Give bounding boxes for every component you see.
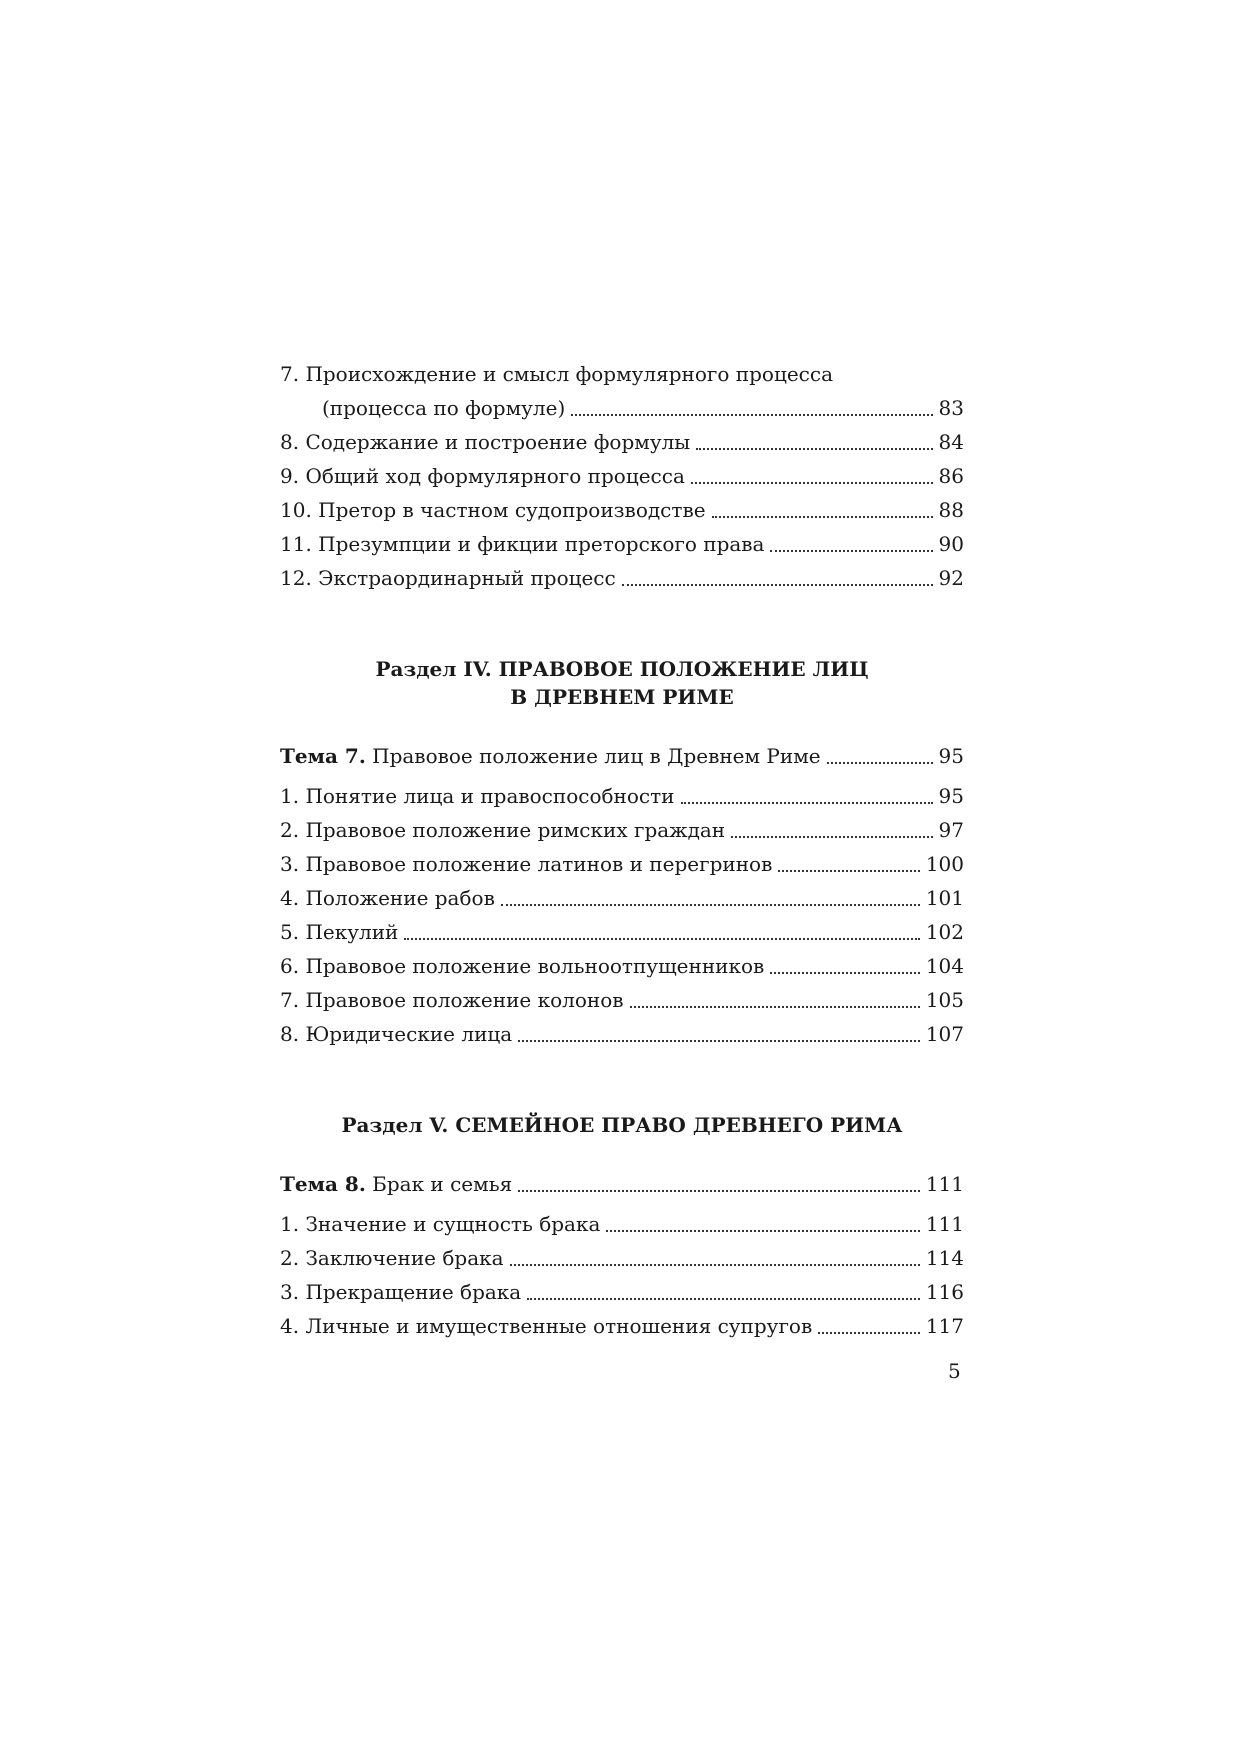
dot-leader — [818, 1332, 920, 1334]
dot-leader — [622, 584, 933, 586]
dot-leader — [518, 1190, 920, 1192]
toc-page-number: 104 — [925, 954, 964, 978]
section-5-heading: Раздел V. СЕМЕЙНОЕ ПРАВО ДРЕВНЕГО РИМА — [341, 1113, 903, 1137]
toc-page-number: 116 — [925, 1280, 964, 1304]
dot-leader — [731, 836, 932, 838]
toc-item-label: 7. Правовое положение колонов — [280, 988, 624, 1012]
dot-leader — [630, 1006, 920, 1008]
toc-item[interactable] — [280, 949, 964, 983]
dot-leader — [510, 1264, 920, 1266]
toc-item[interactable] — [280, 813, 964, 847]
toc-topic-7[interactable] — [280, 739, 964, 773]
topic-title: Правовое положение лиц в Древнем Риме — [365, 744, 821, 768]
toc-page-number: 90 — [938, 532, 964, 556]
spacer — [280, 711, 964, 739]
toc-item[interactable] — [280, 1309, 964, 1343]
toc-page-number: 86 — [938, 464, 964, 488]
toc-item-label: 6. Правовое положение вольноотпущенников — [280, 954, 765, 978]
dot-leader — [696, 448, 932, 450]
toc-item-label: 11. Презумпции и фикции преторского права — [280, 532, 765, 556]
section-4-heading — [280, 655, 964, 711]
topic-number: Тема 7. — [280, 744, 366, 768]
toc-page-number: 83 — [938, 396, 964, 420]
toc-page-number: 88 — [938, 498, 964, 522]
toc-item[interactable] — [280, 459, 964, 493]
dot-leader — [527, 1298, 920, 1300]
toc-item[interactable] — [280, 561, 964, 595]
toc-page-number: 107 — [925, 1022, 964, 1046]
toc-page-number: 111 — [925, 1212, 964, 1236]
section-heading-line: В ДРЕВНЕМ РИМЕ — [510, 685, 734, 709]
toc-item-label: 1. Понятие лица и правоспособности — [280, 784, 675, 808]
dot-leader — [778, 870, 919, 872]
topic-title: Брак и семья — [365, 1172, 513, 1196]
toc-page-number: 114 — [925, 1246, 964, 1270]
toc-page-number: 97 — [938, 818, 964, 842]
toc-item[interactable] — [280, 983, 964, 1017]
toc-item[interactable] — [280, 527, 964, 561]
toc-page-number: 111 — [925, 1172, 964, 1196]
toc-item-label: 2. Правовое положение римских граждан — [280, 818, 726, 842]
toc-item-formula-origin[interactable] — [280, 357, 964, 425]
toc-item-label: 12. Экстраординарный процесс — [280, 566, 616, 590]
section-heading-line: Раздел IV. ПРАВОВОЕ ПОЛОЖЕНИЕ ЛИЦ — [375, 657, 869, 681]
toc-item[interactable] — [280, 847, 964, 881]
toc-item-label-line2: (процесса по формуле) — [322, 396, 566, 420]
toc-item-label: 3. Правовое положение латинов и перегринов — [280, 852, 773, 876]
dot-leader — [518, 1040, 920, 1042]
toc-item[interactable] — [280, 1275, 964, 1309]
dot-leader — [606, 1230, 919, 1232]
toc-topic-label — [280, 739, 821, 773]
toc-item-label: 9. Общий ход формулярного процесса — [280, 464, 685, 488]
toc-item-label: 1. Значение и сущность брака — [280, 1212, 601, 1236]
spacer — [280, 1139, 964, 1167]
toc-item-label: 4. Личные и имущественные отношения супругов — [280, 1314, 813, 1338]
toc-page-number: 84 — [938, 430, 964, 454]
toc-page-number: 95 — [938, 784, 964, 808]
toc-topic-8[interactable] — [280, 1167, 964, 1201]
toc-page-number: 105 — [925, 988, 964, 1012]
toc-item[interactable] — [280, 779, 964, 813]
dot-leader — [691, 482, 933, 484]
toc-item[interactable] — [280, 493, 964, 527]
toc-item-label: 3. Прекращение брака — [280, 1280, 522, 1304]
dot-leader — [712, 516, 933, 518]
table-of-contents — [280, 357, 964, 1343]
dot-leader — [571, 414, 932, 416]
spacer — [280, 595, 964, 655]
topic-number: Тема 8. — [280, 1172, 366, 1196]
dot-leader — [681, 802, 933, 804]
toc-page-number: 117 — [925, 1314, 964, 1338]
toc-page-number: 100 — [925, 852, 964, 876]
toc-item-label: 2. Заключение брака — [280, 1246, 504, 1270]
toc-item-label-line1: 7. Происхождение и смысл формулярного процесса — [280, 362, 833, 386]
toc-item[interactable] — [280, 425, 964, 459]
toc-item[interactable] — [280, 1241, 964, 1275]
toc-item[interactable] — [280, 881, 964, 915]
toc-item-label: 5. Пекулий — [280, 920, 399, 944]
toc-page-number: 101 — [925, 886, 964, 910]
dot-leader — [770, 550, 932, 552]
toc-topic-label — [280, 1167, 512, 1201]
toc-item-label: 4. Положение рабов — [280, 886, 495, 910]
spacer — [280, 1051, 964, 1111]
toc-page-number: 92 — [938, 566, 964, 590]
page-number: 5 — [948, 1359, 961, 1383]
toc-item-label: 10. Претор в частном судопроизводстве — [280, 498, 706, 522]
toc-item-label: 8. Юридические лица — [280, 1022, 513, 1046]
toc-item-label-line2-row — [280, 391, 964, 425]
toc-item[interactable] — [280, 1017, 964, 1051]
toc-item-label: 8. Содержание и построение формулы — [280, 430, 691, 454]
toc-page-number: 102 — [925, 920, 964, 944]
toc-page-number: 95 — [938, 744, 964, 768]
dot-leader — [827, 762, 933, 764]
toc-item[interactable] — [280, 915, 964, 949]
toc-item[interactable] — [280, 1207, 964, 1241]
dot-leader — [501, 904, 920, 906]
dot-leader — [770, 972, 920, 974]
dot-leader — [404, 938, 919, 940]
